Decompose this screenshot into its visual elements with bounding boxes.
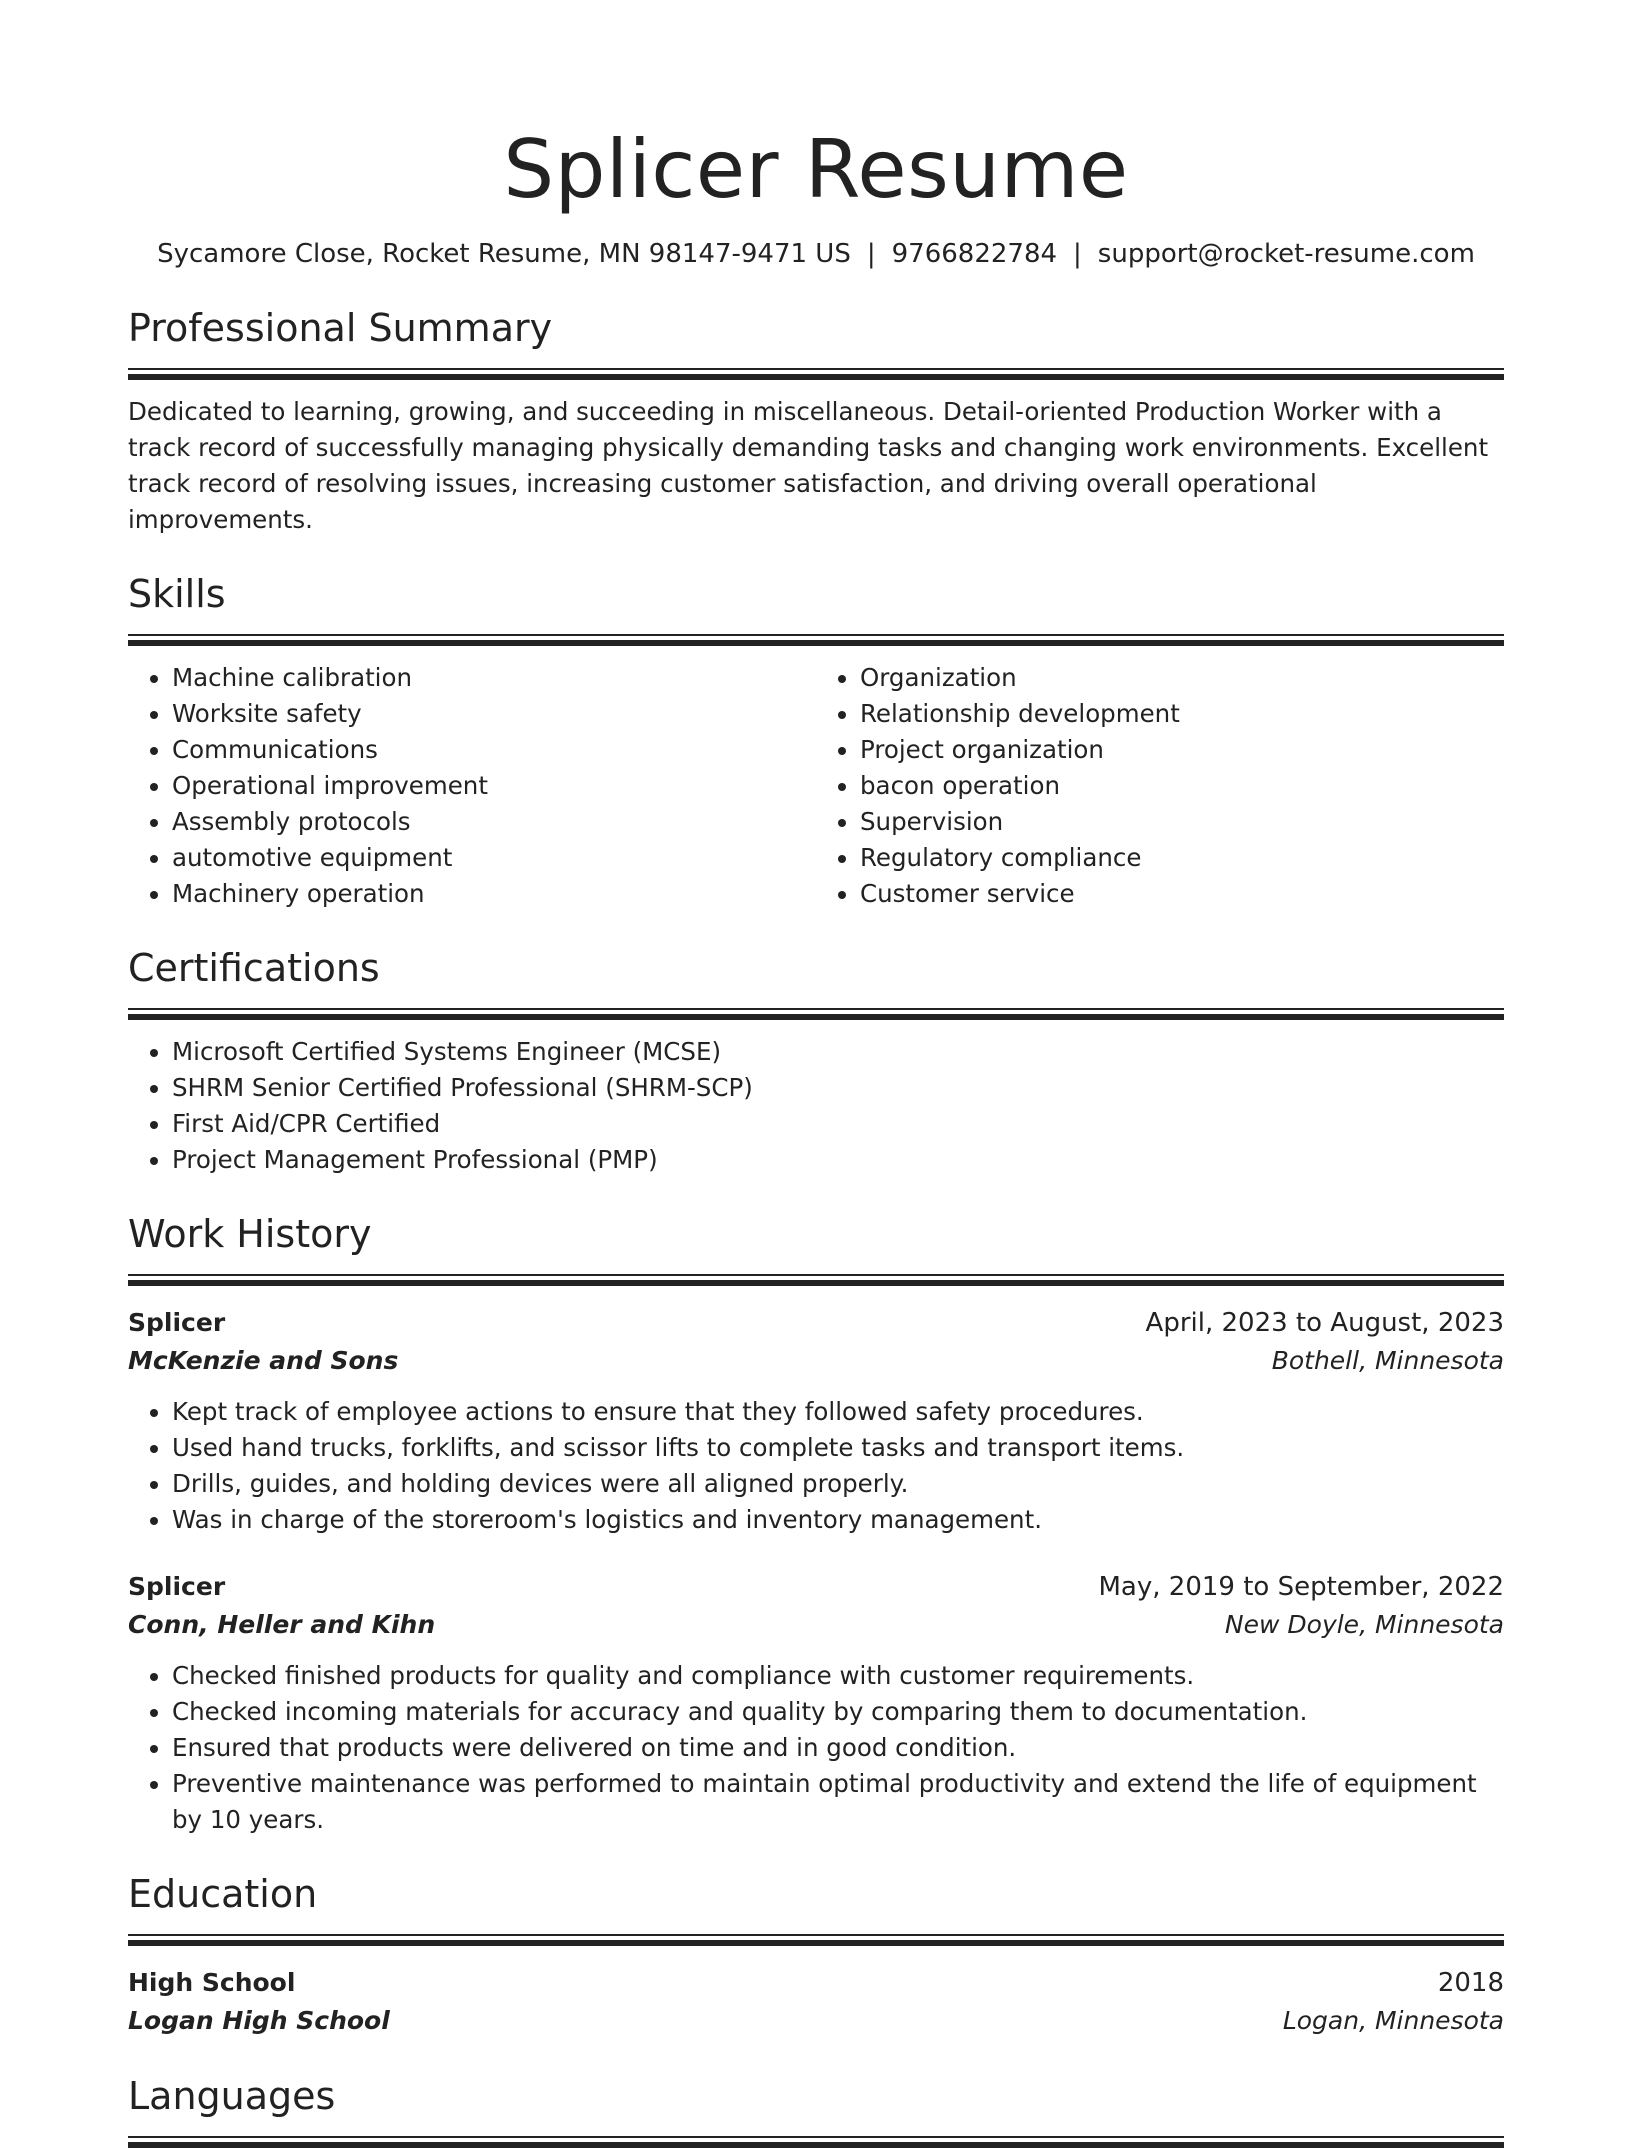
work-history-heading: Work History — [128, 1212, 372, 1256]
education-year: 2018 — [1437, 1968, 1504, 1998]
work-history-section — [128, 1210, 1504, 1838]
job-bullet: • Checked finished products for quality and compliance with customer requirements. — [172, 1658, 1504, 1694]
contact-email: support@rocket-resume.com — [1097, 239, 1475, 269]
job-entry — [128, 1304, 1504, 1538]
skill-item: • Supervision — [860, 804, 1504, 840]
job-bullet: • Checked incoming materials for accuracy and quality by comparing them to documentation. — [172, 1694, 1504, 1730]
education-entry — [128, 1964, 1504, 2040]
skill-item: • Machinery operation — [172, 876, 816, 912]
certification-item: • Microsoft Certified Systems Engineer (MCSE) — [172, 1034, 1504, 1070]
job-bullets — [128, 1658, 1504, 1838]
certification-item: • SHRM Senior Certified Professional (SHRM-SCP) — [172, 1070, 1504, 1106]
skill-item: • bacon operation — [860, 768, 1504, 804]
job-company: Conn, Heller and Kihn — [128, 1610, 436, 1639]
job-entry — [128, 1568, 1504, 1838]
section-divider — [128, 1274, 1504, 1286]
job-company-row — [128, 1342, 1504, 1380]
skill-item: • Machine calibration — [172, 660, 816, 696]
skills-grid — [128, 660, 1504, 912]
section-divider — [128, 1008, 1504, 1020]
job-header-row — [128, 1568, 1504, 1606]
education-heading: Education — [128, 1872, 318, 1916]
skills-heading: Skills — [128, 572, 226, 616]
education-degree: High School — [128, 1968, 296, 1997]
education-school-row — [128, 2002, 1504, 2040]
skill-item: • automotive equipment — [172, 840, 816, 876]
languages-heading: Languages — [128, 2074, 336, 2118]
job-bullet: • Preventive maintenance was performed to maintain optimal productivity and extend the life of equipment by 10 years. — [172, 1766, 1504, 1838]
contact-phone: 9766822784 — [891, 239, 1058, 269]
skill-item: • Relationship development — [860, 696, 1504, 732]
skills-section — [128, 570, 1504, 912]
job-bullet: • Used hand trucks, forklifts, and scissor lifts to complete tasks and transport items. — [172, 1430, 1504, 1466]
resume-name: Splicer Resume — [503, 123, 1129, 216]
contact-separator: | — [1073, 239, 1082, 269]
job-dates: April, 2023 to August, 2023 — [1145, 1308, 1504, 1338]
job-bullet: • Kept track of employee actions to ensure that they followed safety procedures. — [172, 1394, 1504, 1430]
education-school: Logan High School — [128, 2006, 390, 2035]
skill-item: • Operational improvement — [172, 768, 816, 804]
certifications-heading: Certifications — [128, 946, 380, 990]
contact-line — [128, 236, 1504, 272]
job-bullets — [128, 1394, 1504, 1538]
skill-item: • Communications — [172, 732, 816, 768]
skills-list-left — [128, 660, 816, 912]
job-bullet: • Drills, guides, and holding devices were all aligned properly. — [172, 1466, 1504, 1502]
skill-item: • Regulatory compliance — [860, 840, 1504, 876]
skill-item: • Organization — [860, 660, 1504, 696]
job-bullet: • Was in charge of the storeroom's logistics and inventory management. — [172, 1502, 1504, 1538]
section-divider — [128, 634, 1504, 646]
languages-section — [128, 2072, 1504, 2148]
job-location: Bothell, Minnesota — [1271, 1346, 1504, 1375]
job-title: Splicer — [128, 1572, 226, 1601]
job-company: McKenzie and Sons — [128, 1346, 399, 1375]
contact-separator: | — [866, 239, 876, 269]
education-header-row — [128, 1964, 1504, 2002]
job-title: Splicer — [128, 1308, 226, 1337]
section-divider — [128, 2136, 1504, 2148]
job-header-row — [128, 1304, 1504, 1342]
skills-list-right — [816, 660, 1504, 912]
section-divider — [128, 368, 1504, 380]
certifications-section — [128, 944, 1504, 1178]
skill-item: • Worksite safety — [172, 696, 816, 732]
job-dates: May, 2019 to September, 2022 — [1098, 1572, 1504, 1602]
summary-heading: Professional Summary — [128, 306, 553, 350]
summary-section — [128, 304, 1504, 538]
section-divider — [128, 1934, 1504, 1946]
certification-item: • First Aid/CPR Certified — [172, 1106, 1504, 1142]
summary-text: Dedicated to learning, growing, and succeeding in miscellaneous. Detail-oriented Production Worker with a track record of successfully managing physically demanding tasks and changing work environments. Excellent track record of resolving issues, increasing customer satisfaction, and driving overall operational improvements. — [128, 397, 1489, 534]
skill-item: • Customer service — [860, 876, 1504, 912]
skill-item: • Project organization — [860, 732, 1504, 768]
certification-item: • Project Management Professional (PMP) — [172, 1142, 1504, 1178]
job-location: New Doyle, Minnesota — [1224, 1610, 1504, 1639]
education-location: Logan, Minnesota — [1282, 2006, 1504, 2035]
job-bullet: • Ensured that products were delivered on time and in good condition. — [172, 1730, 1504, 1766]
education-section — [128, 1870, 1504, 2040]
contact-address: Sycamore Close, Rocket Resume, MN 98147-9471 US — [157, 239, 851, 269]
certifications-list — [128, 1034, 1504, 1178]
skill-item: • Assembly protocols — [172, 804, 816, 840]
job-company-row — [128, 1606, 1504, 1644]
